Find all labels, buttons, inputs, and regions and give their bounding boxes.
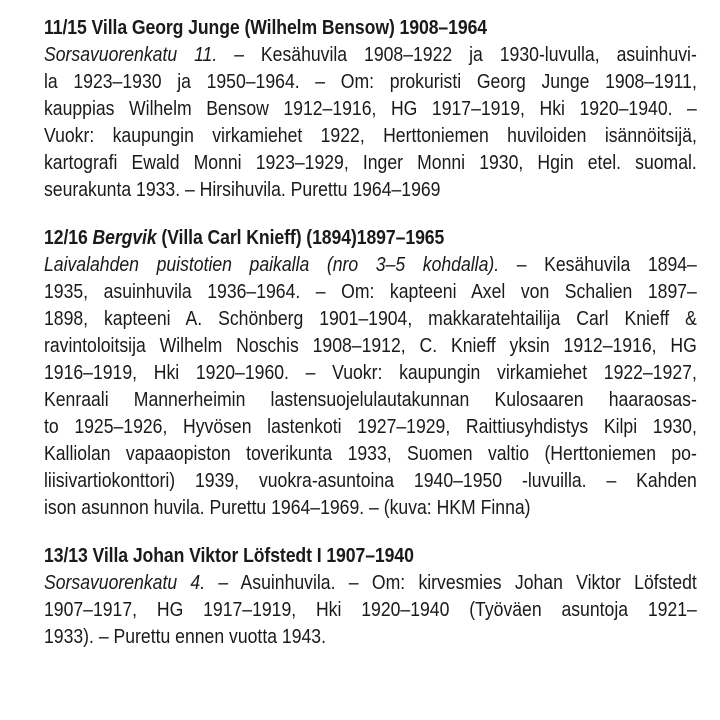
body-text: 1933). – Purettu ennen vuotta 1943.: [44, 625, 326, 648]
body-line: [44, 278, 697, 305]
body-text: 1916–1919, Hki 1920–1960. – Vuokr: kaupungin virkamiehet 1922–1927,: [44, 361, 697, 384]
body-text: – Kesähuvila 1908–1922 ja 1930-luvulla, asuinhuvi-: [217, 43, 697, 66]
entry-title-text: 12/16: [44, 226, 93, 249]
body-line: [44, 386, 697, 413]
body-line: [44, 467, 697, 494]
body-line: [44, 623, 697, 650]
entry-body: [44, 251, 697, 521]
body-text: kartografi Ewald Monni 1923–1929, Inger Monni 1930, Hgin etel. suomal.: [44, 151, 697, 174]
entry-title: [44, 14, 606, 41]
body-text: – Asuinhuvila. – Om: kirvesmies Johan Viktor Löfstedt: [205, 571, 697, 594]
entry-body: [44, 41, 697, 203]
entry-title: [44, 224, 606, 251]
body-line: [44, 122, 697, 149]
body-line: [44, 494, 697, 521]
villa-entry: [44, 14, 697, 203]
address-text: Laivalahden puistotien paikalla (nro 3–5 kohdalla).: [44, 253, 500, 276]
body-text: seurakunta 1933. – Hirsihuvila. Purettu 1964–1969: [44, 178, 441, 201]
entry-title-text: (Villa Carl Knieff) (1894)1897–1965: [156, 226, 445, 249]
body-text: kauppias Wilhelm Bensow 1912–1916, HG 1917–1919, Hki 1920–1940. –: [44, 97, 697, 120]
body-text: – Kesähuvila 1894–: [499, 253, 697, 276]
body-line: [44, 305, 697, 332]
body-line: [44, 359, 697, 386]
body-text: to 1925–1926, Hyvösen lastenkoti 1927–1929, Raittiusyhdistys Kilpi 1930,: [44, 415, 697, 438]
body-line: [44, 413, 697, 440]
body-text: Vuokr: kaupungin virkamiehet 1922, Herttoniemen huviloiden isännöitsijä,: [44, 124, 697, 147]
body-text: Kenraali Mannerheimin lastensuojelulautakunnan Kulosaaren haaraosas-: [44, 388, 697, 411]
body-line: [44, 440, 697, 467]
body-line: [44, 68, 697, 95]
body-text: ison asunnon huvila. Purettu 1964–1969. – (kuva: HKM Finna): [44, 496, 531, 519]
body-line: [44, 569, 697, 596]
body-line: [44, 596, 697, 623]
body-line: [44, 149, 697, 176]
body-line: [44, 41, 697, 68]
villa-entry: [44, 224, 697, 521]
body-line: [44, 251, 697, 278]
entry-title-text: 11/15 Villa Georg Junge (Wilhelm Bensow) 1908–1964: [44, 16, 488, 39]
body-line: [44, 176, 697, 203]
villa-name: Bergvik: [92, 226, 157, 249]
body-line: [44, 332, 697, 359]
entry-title-text: 13/13 Villa Johan Viktor Löfstedt I 1907–1940: [44, 544, 414, 567]
entry-title: [44, 542, 606, 569]
body-text: 1898, kapteeni A. Schönberg 1901–1904, makkaratehtailija Carl Knieff &: [44, 307, 697, 330]
body-text: ravintoloitsija Wilhelm Noschis 1908–1912, C. Knieff yksin 1912–1916, HG: [44, 334, 697, 357]
body-text: 1907–1917, HG 1917–1919, Hki 1920–1940 (Työväen asuntoja 1921–: [44, 598, 697, 621]
villa-entry: [44, 542, 697, 650]
body-text: 1935, asuinhuvila 1936–1964. – Om: kapteeni Axel von Schalien 1897–: [44, 280, 697, 303]
body-line: [44, 95, 697, 122]
address-text: Sorsavuorenkatu 4.: [44, 571, 206, 594]
document-page: [44, 14, 697, 650]
entry-body: [44, 569, 697, 650]
body-text: Kalliolan vapaaopiston toverikunta 1933, Suomen valtio (Herttoniemen po-: [44, 442, 697, 465]
body-text: liisivartiokonttori) 1939, vuokra-asuntoina 1940–1950 -luvuilla. – Kahden: [44, 469, 697, 492]
body-text: la 1923–1930 ja 1950–1964. – Om: prokuristi Georg Junge 1908–1911,: [44, 70, 697, 93]
address-text: Sorsavuorenkatu 11.: [44, 43, 218, 66]
